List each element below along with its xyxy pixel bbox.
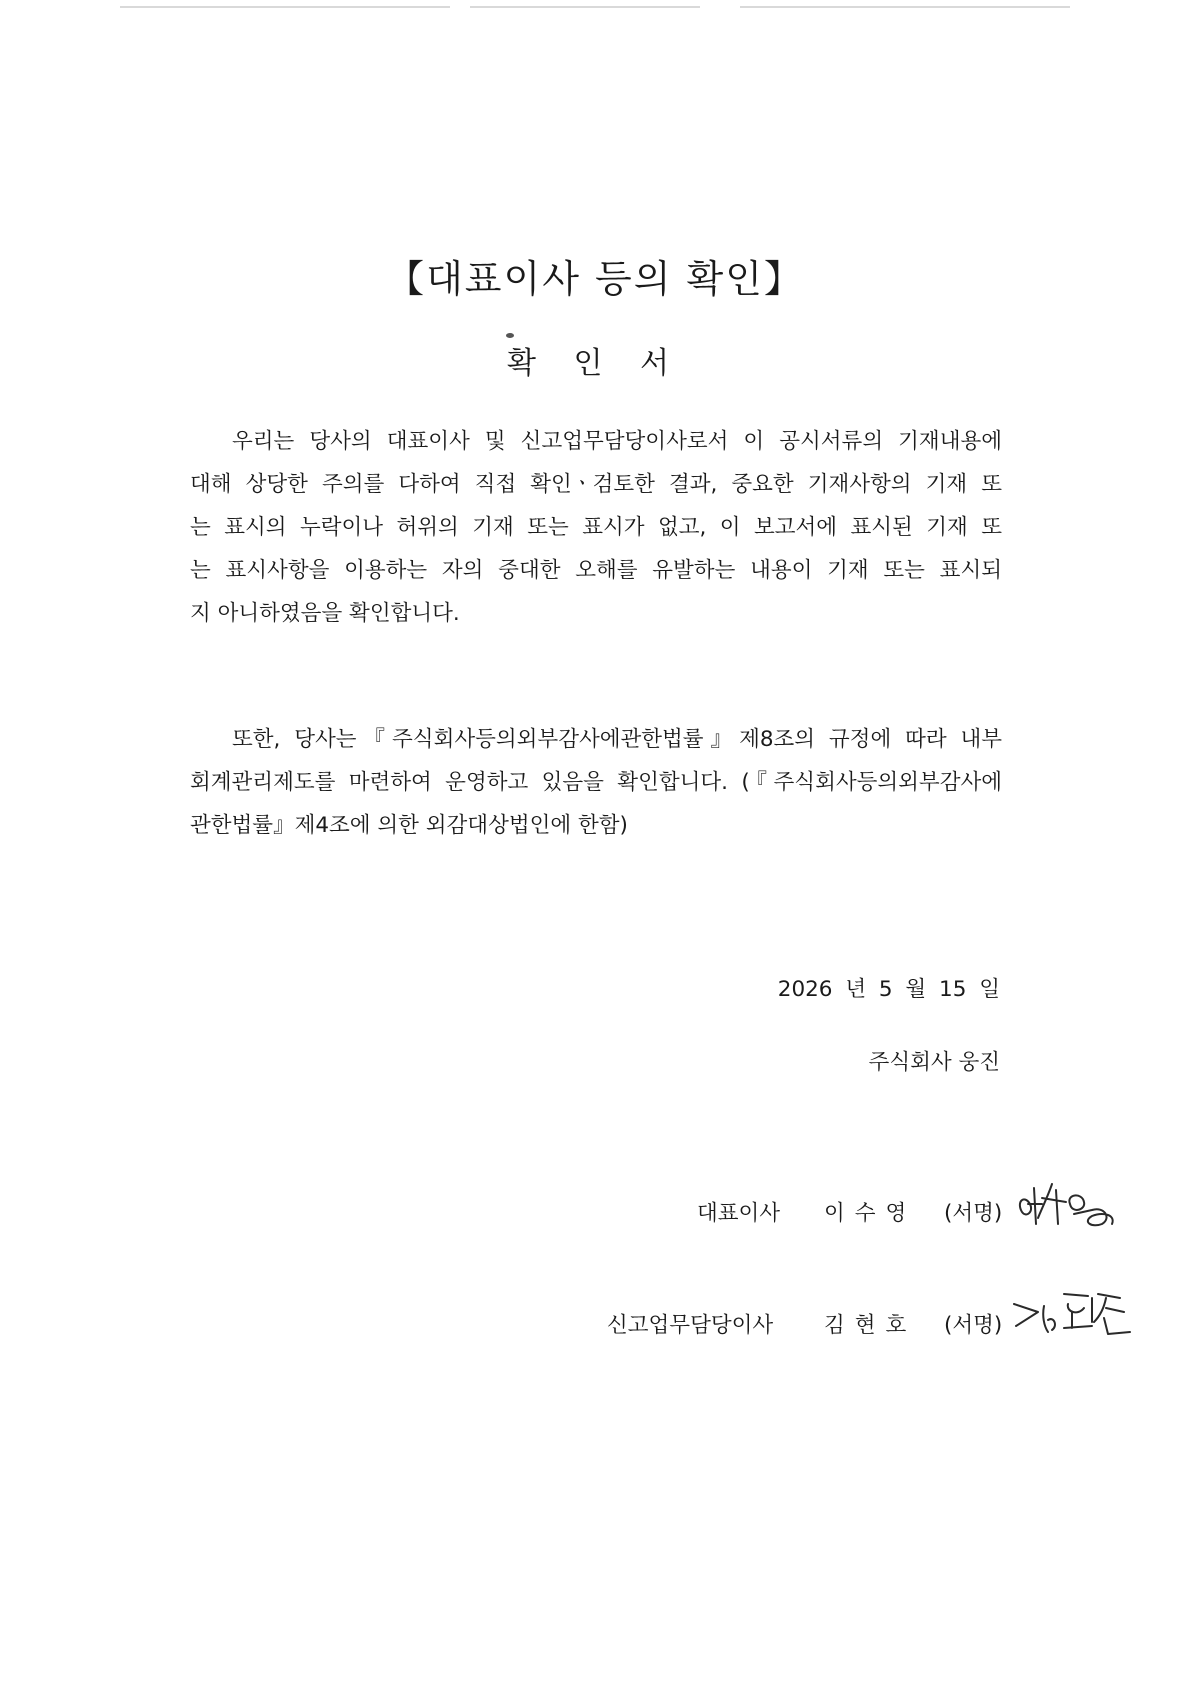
scan-edge-line: [470, 6, 700, 8]
paragraph-line: 지 아니하였음을 확인합니다.: [190, 601, 460, 626]
document-title: 【대표이사 등의 확인】: [386, 257, 804, 301]
handwritten-signature-ceo: [1012, 1174, 1132, 1234]
document-date: 2026 년 5 월 15 일: [777, 977, 1000, 1002]
confirmation-paragraph: [190, 420, 1002, 635]
signer-name: 이수영: [824, 1201, 917, 1226]
signature-label: (서명): [944, 1201, 1003, 1226]
paragraph-line: 는 표시사항을 이용하는 자의 중대한 오해를 유발하는 내용이 기재 또는 표시되: [190, 558, 1002, 583]
handwritten-signature-disclosure-officer: [1008, 1282, 1138, 1346]
company-name: 주식회사 웅진: [868, 1050, 1000, 1075]
scan-edge-line: [120, 6, 450, 8]
signature-label: (서명): [944, 1313, 1003, 1338]
internal-control-paragraph: [190, 718, 1002, 847]
paragraph-line: 관한법률』제4조에 의한 외감대상법인에 한함): [190, 813, 628, 838]
scan-edge-line: [740, 6, 1070, 8]
signer-role: 대표이사: [697, 1201, 781, 1226]
paragraph-line: 는 표시의 누락이나 허위의 기재 또는 표시가 없고, 이 보고서에 표시된 기재 또: [190, 515, 1002, 540]
paragraph-line: 우리는 당사의 대표이사 및 신고업무담당이사로서 이 공시서류의 기재내용에: [232, 429, 1002, 454]
paragraph-line: 또한, 당사는『주식회사등의외부감사에관한법률』제8조의 규정에 따라 내부: [232, 727, 1002, 752]
signer-name: 김현호: [824, 1313, 917, 1338]
paragraph-line: 대해 상당한 주의를 다하여 직접 확인ㆍ검토한 결과, 중요한 기재사항의 기재 또: [190, 472, 1002, 497]
signer-role: 신고업무담당이사: [607, 1313, 774, 1338]
document-subtitle: 확 인 서: [506, 346, 683, 381]
paragraph-line: 회계관리제도를 마련하여 운영하고 있음을 확인합니다. (『주식회사등의외부감사에: [190, 770, 1002, 795]
